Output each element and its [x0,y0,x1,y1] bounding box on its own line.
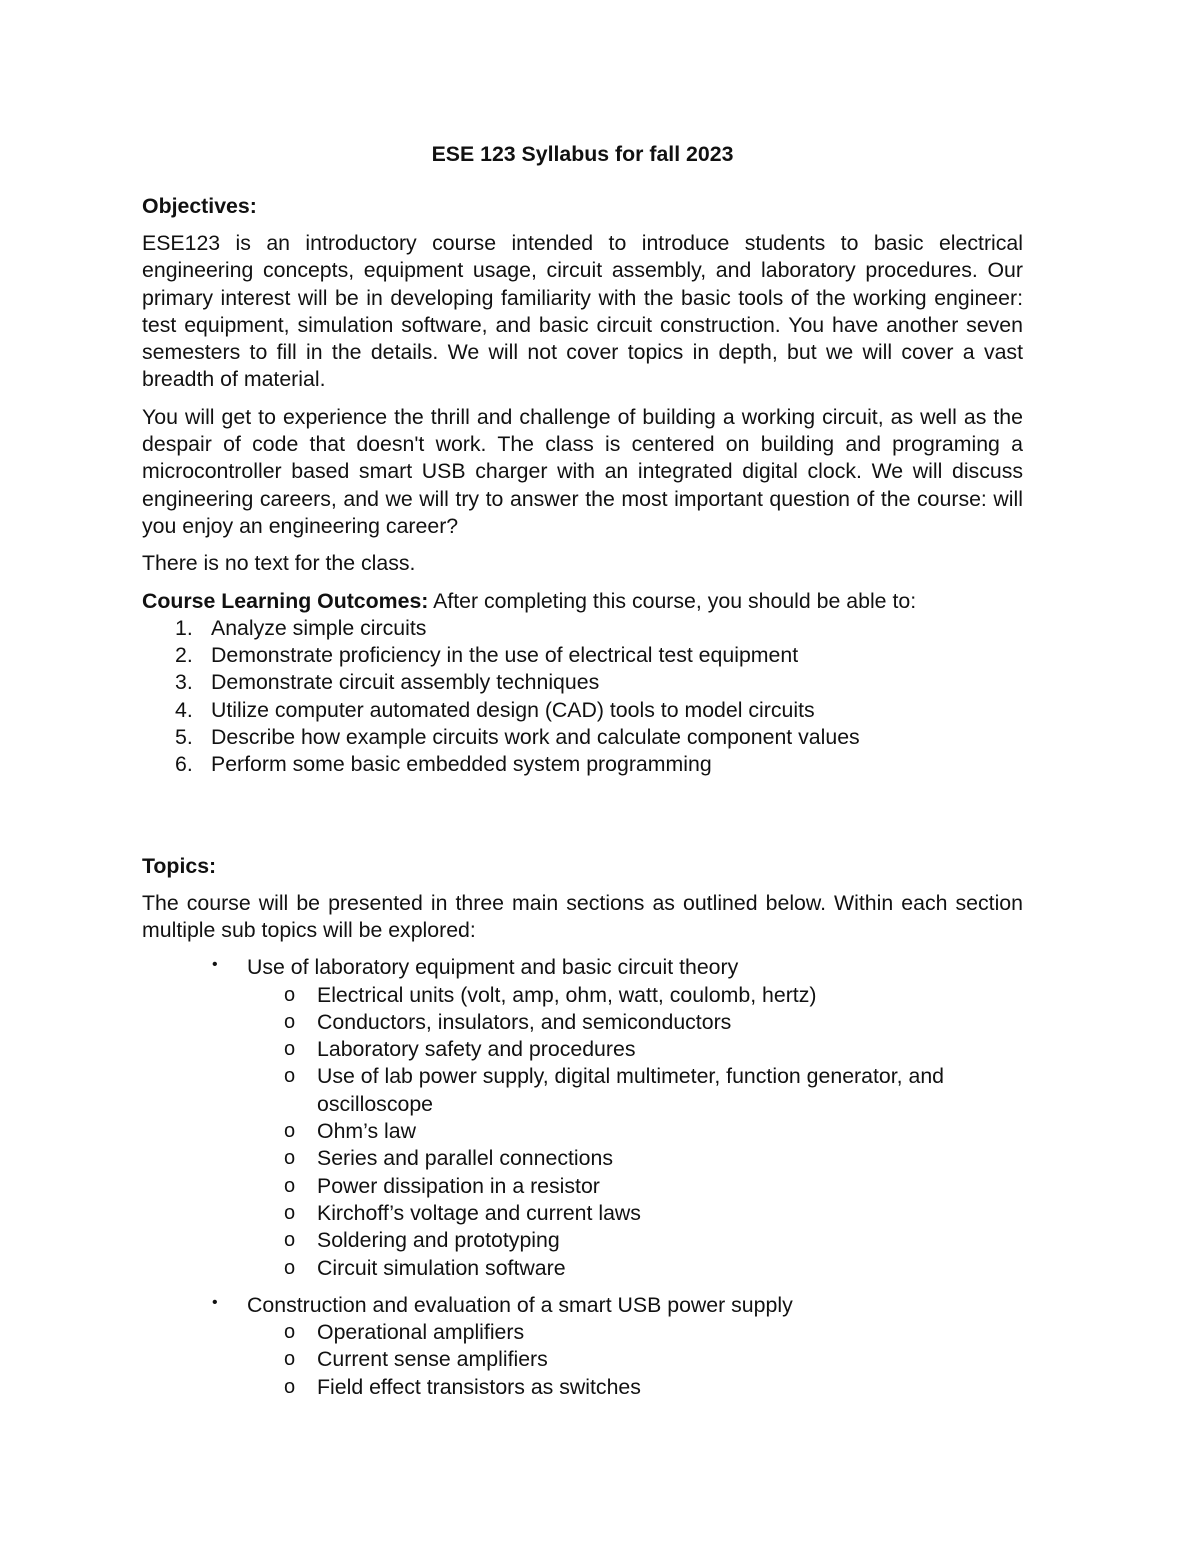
list-number: 3. [175,670,193,695]
topic-section-title: Construction and evaluation of a smart USB power supply [247,1292,793,1317]
list-item-text: Utilize computer automated design (CAD) tools to model circuits [211,697,815,722]
list-item [142,642,1023,669]
circle-bullet-icon: o [284,1321,296,1344]
topics-heading: Topics: [142,853,217,878]
page-title: ESE 123 Syllabus for fall 2023 [431,142,734,166]
list-item-text: Electrical units (volt, amp, ohm, watt, coulomb, hertz) [317,982,817,1007]
list-item [142,751,1023,778]
list-item-text: Describe how example circuits work and calculate component values [211,725,860,750]
topic-section [142,954,1023,1282]
list-item-text: Power dissipation in a resistor [317,1173,600,1198]
outcomes-intro-text: After completing this course, you should be able to: [428,588,917,613]
list-item [142,1200,1023,1227]
list-item [142,1009,1023,1036]
circle-bullet-icon: o [284,1147,296,1170]
list-item-text: Current sense amplifiers [317,1347,548,1372]
list-item-text: Operational amplifiers [317,1320,525,1345]
list-number: 5. [175,725,193,750]
objectives-paragraph-2: You will get to experience the thrill and challenge of building a working circuit, as well as the despair of code that doesn't work. The class is centered on building and programing a microcontroller based smart USB charger with an integrated digital clock. We will discuss engineering careers, and we will try to answer the most important question of the course: will you enjoy an engineering career? [142,404,1023,538]
circle-bullet-icon: o [284,1120,296,1143]
list-item-text: Soldering and prototyping [317,1228,560,1253]
circle-bullet-icon: o [284,1010,296,1033]
objectives-paragraph-1: ESE123 is an introductory course intended to introduce students to basic electrical engineering concepts, equipment usage, circuit assembly, and laboratory procedures. Our primary interest will be in developing familiarity with the basic tools of the working engineer: test equipment, simulation software, and basic circuit construction. You have another seven semesters to fill in the details. We will not cover topics in depth, but we will cover a vast breadth of material. [142,231,1023,392]
list-item-text: Kirchoff’s voltage and current laws [317,1200,641,1225]
list-item-text: Use of lab power supply, digital multimeter, function generator, and oscilloscope [317,1064,945,1116]
objectives-heading: Objectives: [142,194,257,218]
list-item [142,1118,1023,1145]
list-item [142,1036,1023,1063]
topic-section-title: Use of laboratory equipment and basic circuit theory [247,955,739,980]
list-item [142,697,1023,724]
circle-bullet-icon: o [284,1201,296,1224]
list-item-text: Field effect transistors as switches [317,1374,641,1399]
bullet-icon: • [212,1293,218,1311]
circle-bullet-icon: o [284,1174,296,1197]
list-number: 4. [175,697,193,722]
list-item [142,1346,1023,1373]
list-item [142,724,1023,751]
list-item-text: Laboratory safety and procedures [317,1037,636,1062]
list-item [142,1063,1023,1118]
list-number: 2. [175,643,193,668]
list-item-text: Demonstrate proficiency in the use of electrical test equipment [211,643,799,668]
list-item [142,1145,1023,1172]
circle-bullet-icon: o [284,1065,296,1088]
outcomes-intro [142,588,1023,615]
list-item-text: Analyze simple circuits [211,615,427,640]
circle-bullet-icon: o [284,1229,296,1252]
circle-bullet-icon: o [284,1348,296,1371]
list-item-text: Conductors, insulators, and semiconductors [317,1009,732,1034]
circle-bullet-icon: o [284,1038,296,1061]
list-item [142,1319,1023,1346]
circle-bullet-icon: o [284,983,296,1006]
objectives-paragraph-3: There is no text for the class. [142,551,416,576]
topics-intro: The course will be presented in three main sections as outlined below. Within each section multiple sub topics will be explored: [142,890,1023,942]
list-number: 6. [175,752,193,777]
list-item-text: Series and parallel connections [317,1146,613,1171]
subtopic-list [247,982,1023,1282]
list-item-text: Perform some basic embedded system programming [211,752,712,777]
list-item [142,1227,1023,1254]
list-number: 1. [175,615,193,640]
list-item-text: Circuit simulation software [317,1255,566,1280]
outcomes-list [142,615,1023,779]
list-item [142,1255,1023,1282]
document-content [142,139,1023,1401]
list-item-text: Ohm’s law [317,1119,417,1144]
list-item-text: Demonstrate circuit assembly techniques [211,670,600,695]
list-item [142,669,1023,696]
topics-list [142,954,1023,1401]
subtopic-list [247,1319,1023,1401]
list-item [142,982,1023,1009]
topic-section [142,1292,1023,1401]
list-item [142,615,1023,642]
circle-bullet-icon: o [284,1256,296,1279]
outcomes-label: Course Learning Outcomes: [142,588,429,613]
circle-bullet-icon: o [284,1375,296,1398]
bullet-icon: • [212,956,218,974]
list-item [142,1374,1023,1401]
list-item [142,1173,1023,1200]
